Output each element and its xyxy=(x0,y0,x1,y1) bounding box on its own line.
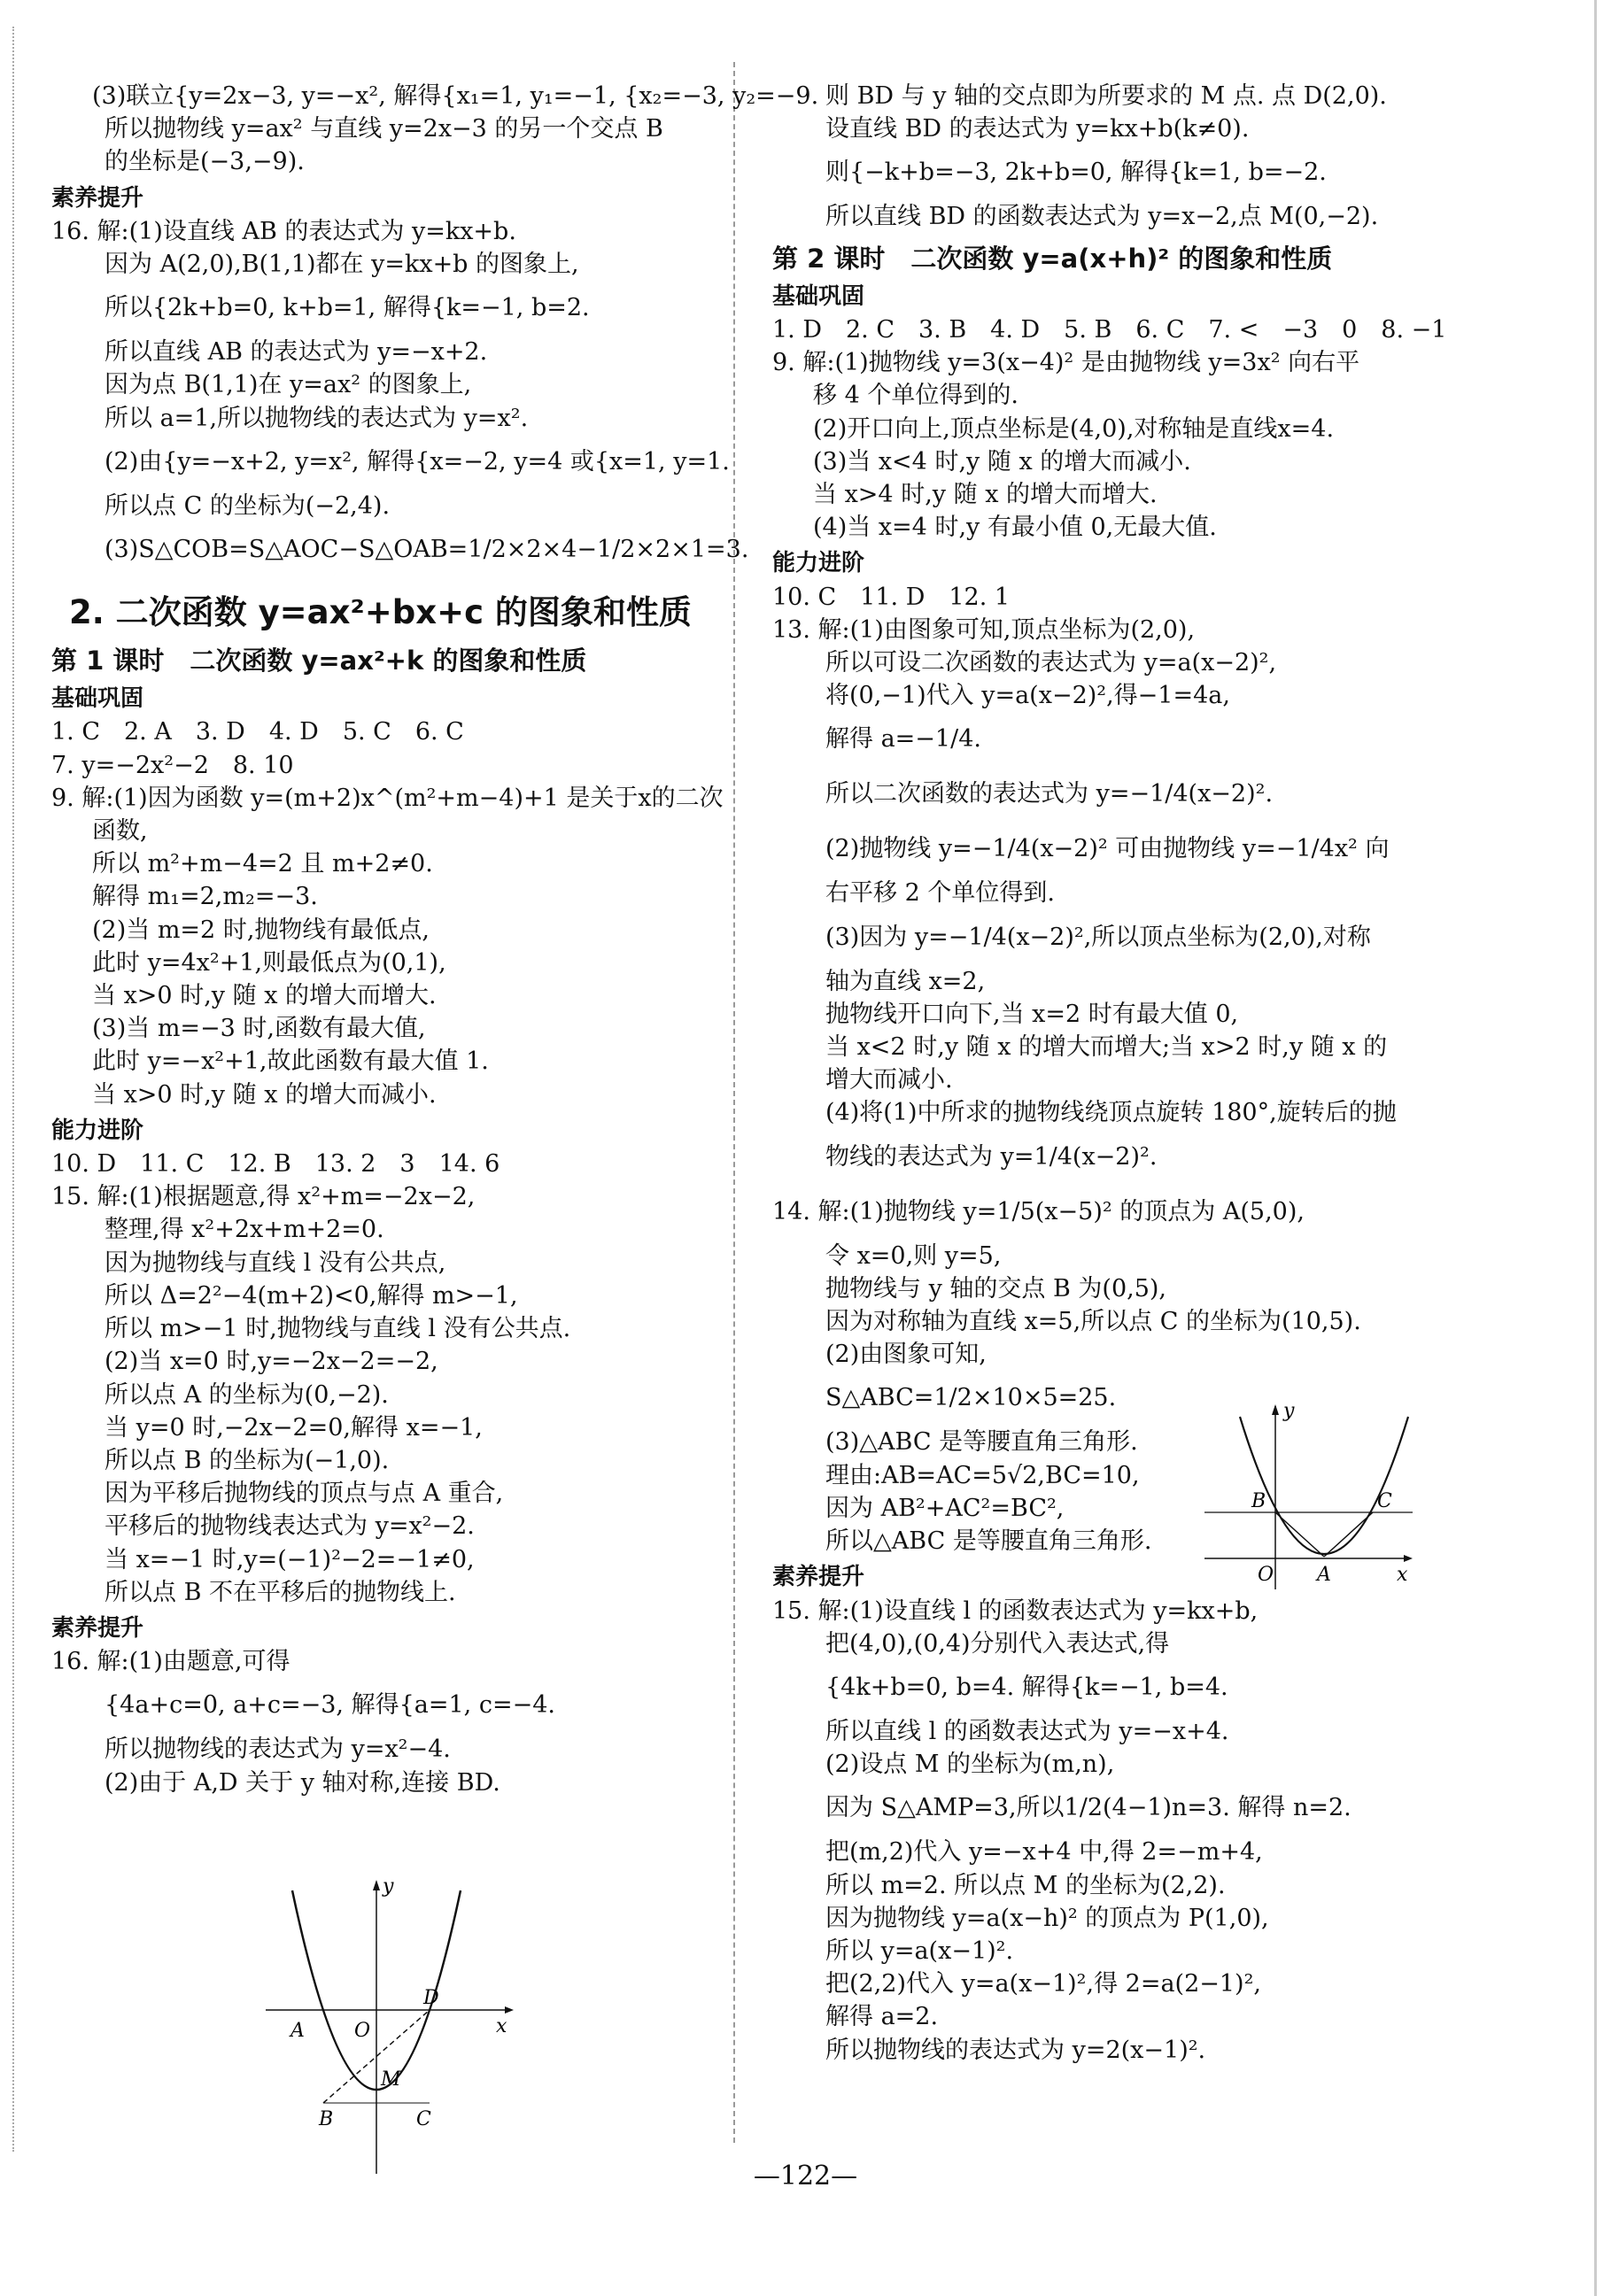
left-text-line: 因为点 B(1,1)在 y=ax² 的图象上, xyxy=(105,371,472,399)
left-text-line: 9. 解:(1)因为函数 y=(m+2)x^(m²+m−4)+1 是关于x的二次 xyxy=(51,784,724,812)
right-text-line: 增大而减小. xyxy=(825,1066,953,1094)
label-o: O xyxy=(354,2020,371,2042)
right-text-line: 理由:AB=AC=5√2,BC=10, xyxy=(825,1461,1140,1489)
left-text-line: 所以抛物线 y=ax² 与直线 y=2x−3 的另一个交点 B xyxy=(105,115,663,143)
right-text-line: 第 2 课时 二次函数 y=a(x+h)² 的图象和性质 xyxy=(772,243,1333,274)
right-text-line: 设直线 BD 的表达式为 y=kx+b(k≠0). xyxy=(825,115,1250,143)
label-a: A xyxy=(290,2020,305,2042)
left-text-line: (2)当 x=0 时,y=−2x−2=−2, xyxy=(105,1348,438,1376)
right-text-line: 当 x<2 时,y 随 x 的增大而增大;当 x>2 时,y 随 x 的 xyxy=(825,1033,1388,1062)
left-text-line: 当 x>0 时,y 随 x 的增大而减小. xyxy=(92,1080,437,1109)
label-b: B xyxy=(319,2108,334,2130)
left-column xyxy=(51,80,819,1799)
left-text-line: 16. 解:(1)由题意,可得 xyxy=(51,1648,290,1676)
left-text-line: 所以点 B 不在平移后的抛物线上. xyxy=(105,1578,456,1606)
right-text-line: 所以直线 l 的函数表达式为 y=−x+4. xyxy=(825,1717,1229,1745)
right-text-line: 令 x=0,则 y=5, xyxy=(825,1241,1002,1270)
right-text-line: (2)开口向上,顶点坐标是(4,0),对称轴是直线x=4. xyxy=(813,414,1335,443)
right-text-line: 15. 解:(1)设直线 l 的函数表达式为 y=kx+b, xyxy=(772,1596,1259,1625)
left-text-line: 素养提升 xyxy=(51,1614,144,1642)
right-text-line: (3)当 x<4 时,y 随 x 的增大而减小. xyxy=(813,447,1191,475)
left-text-line: 能力进阶 xyxy=(51,1117,144,1144)
left-text-line: 因为抛物线与直线 l 没有公共点, xyxy=(105,1248,446,1277)
label-o: O xyxy=(1258,1564,1274,1586)
label-c: C xyxy=(1377,1490,1392,1512)
left-text-line: 所以 Δ=2²−4(m+2)<0,解得 m>−1, xyxy=(105,1281,518,1310)
left-text-line: 素养提升 xyxy=(51,184,144,212)
right-text-line: 因为 AB²+AC²=BC², xyxy=(825,1494,1065,1522)
left-text-line: 因为 A(2,0),B(1,1)都在 y=kx+b 的图象上, xyxy=(105,251,579,279)
left-text-line: (3)联立{y=2x−3, y=−x², 解得{x₁=1, y₁=−1, {x₂=−3, y₂=−9. xyxy=(92,82,819,110)
left-text-line: 15. 解:(1)根据题意,得 x²+m=−2x−2, xyxy=(51,1183,476,1211)
right-text-line: 解得 a=−1/4. xyxy=(825,725,981,754)
y-axis-arrow-icon xyxy=(373,1880,380,1890)
left-text-line: 10. D 11. C 12. B 13. 2 3 14. 6 xyxy=(51,1150,500,1179)
right-text-line: 移 4 个单位得到的. xyxy=(813,382,1018,410)
left-text-line: 解得 m₁=2,m₂=−3. xyxy=(92,883,318,911)
right-text-line: 所以 m=2. 所以点 M 的坐标为(2,2). xyxy=(825,1871,1226,1899)
left-text-line: (3)S△COB=S△AOC−S△OAB=1/2×2×4−1/2×2×1=3. xyxy=(105,536,749,564)
left-text-line: 此时 y=4x²+1,则最低点为(0,1), xyxy=(92,948,446,977)
label-c: C xyxy=(416,2108,431,2130)
left-text-line: 所以抛物线的表达式为 y=x²−4. xyxy=(105,1736,451,1764)
left-text-line: 7. y=−2x²−2 8. 10 xyxy=(51,751,294,779)
left-text-line: 因为平移后抛物线的顶点与点 A 重合, xyxy=(105,1480,504,1508)
label-y: y xyxy=(383,1875,394,1898)
right-text-line: {4k+b=0, b=4. 解得{k=−1, b=4. xyxy=(825,1673,1228,1701)
right-text-line: 解得 a=2. xyxy=(825,2003,939,2031)
right-text-line: 因为抛物线 y=a(x−h)² 的顶点为 P(1,0), xyxy=(825,1904,1269,1932)
right-text-line: 右平移 2 个单位得到. xyxy=(825,879,1055,908)
left-text-line: (3)当 m=−3 时,函数有最大值, xyxy=(92,1015,426,1043)
left-text-line: 所以{2k+b=0, k+b=1, 解得{k=−1, b=2. xyxy=(105,294,590,322)
label-m: M xyxy=(381,2068,401,2091)
left-text-line: 当 x>0 时,y 随 x 的增大而增大. xyxy=(92,982,437,1010)
label-b: B xyxy=(1251,1490,1266,1512)
right-text-line: 所以 y=a(x−1)². xyxy=(825,1937,1014,1965)
left-text-line: 第 1 课时 二次函数 y=ax²+k 的图象和性质 xyxy=(51,646,587,676)
right-text-line: 物线的表达式为 y=1/4(x−2)². xyxy=(825,1142,1158,1171)
right-text-line: (4)将(1)中所求的抛物线绕顶点旋转 180°,旋转后的抛 xyxy=(825,1099,1397,1127)
segment-ab xyxy=(1275,1512,1324,1557)
right-text-line: 因为 S△AMP=3,所以1/2(4−1)n=3. 解得 n=2. xyxy=(825,1794,1352,1822)
right-text-line: 1. D 2. C 3. B 4. D 5. B 6. C 7. < −3 0 8. −1 xyxy=(772,316,1447,344)
right-text-line: 所以△ABC 是等腰直角三角形. xyxy=(825,1527,1152,1556)
y-axis-arrow-icon xyxy=(1272,1404,1279,1415)
right-text-line: (3)因为 y=−1/4(x−2)²,所以顶点坐标为(2,0),对称 xyxy=(825,923,1371,951)
right-text-line: (2)由图象可知, xyxy=(825,1341,987,1369)
right-text-line: 则{−k+b=−3, 2k+b=0, 解得{k=1, b=−2. xyxy=(825,158,1327,187)
right-text-line: 基础巩固 xyxy=(772,282,865,310)
column-divider xyxy=(733,62,735,2143)
right-text-line: 抛物线与 y 轴的交点 B 为(0,5), xyxy=(825,1274,1167,1303)
left-text-line: 16. 解:(1)设直线 AB 的表达式为 y=kx+b. xyxy=(51,217,516,245)
right-text-line: 素养提升 xyxy=(772,1564,865,1591)
right-text-line: (4)当 x=4 时,y 有最小值 0,无最大值. xyxy=(813,514,1217,542)
right-text-line: 把(2,2)代入 y=a(x−1)²,得 2=a(2−1)², xyxy=(825,1970,1261,1998)
right-text-line: 能力进阶 xyxy=(772,550,865,577)
right-text-line: 10. C 11. D 12. 1 xyxy=(772,583,1011,611)
right-text-line: 把(m,2)代入 y=−x+4 中,得 2=−m+4, xyxy=(825,1838,1263,1867)
label-a: A xyxy=(1317,1564,1331,1586)
left-text-line: (2)当 m=2 时,抛物线有最低点, xyxy=(92,916,430,944)
right-text-line: 所以抛物线的表达式为 y=2(x−1)². xyxy=(825,2036,1206,2064)
segment-ac xyxy=(1324,1512,1373,1557)
left-text-line: (2)由于 A,D 关于 y 轴对称,连接 BD. xyxy=(105,1768,500,1797)
right-text-line: (2)设点 M 的坐标为(m,n), xyxy=(825,1751,1115,1779)
figure-parabola-abc xyxy=(1200,1399,1421,1594)
right-text-line: 所以直线 BD 的函数表达式为 y=x−2,点 M(0,−2). xyxy=(825,203,1379,231)
right-text-line: 所以可设二次函数的表达式为 y=a(x−2)², xyxy=(825,649,1277,677)
left-text-line: 2. 二次函数 y=ax²+bx+c 的图象和性质 xyxy=(69,593,692,632)
right-text-line: 抛物线开口向下,当 x=2 时有最大值 0, xyxy=(825,1000,1239,1028)
right-text-line: 把(4,0),(0,4)分别代入表达式,得 xyxy=(825,1629,1170,1658)
label-d: D xyxy=(423,1987,439,2009)
right-text-line: 所以二次函数的表达式为 y=−1/4(x−2)². xyxy=(825,780,1274,808)
left-text-line: 所以 m²+m−4=2 且 m+2≠0. xyxy=(92,850,433,878)
right-column xyxy=(772,80,1447,2067)
right-text-line: 14. 解:(1)抛物线 y=1/5(x−5)² 的顶点为 A(5,0), xyxy=(772,1197,1305,1225)
left-text-line: 函数, xyxy=(92,817,148,846)
left-text-line: {4a+c=0, a+c=−3, 解得{a=1, c=−4. xyxy=(105,1691,555,1720)
left-text-line: 当 y=0 时,−2x−2=0,解得 x=−1, xyxy=(105,1413,483,1442)
right-text-line: (3)△ABC 是等腰直角三角形. xyxy=(825,1428,1138,1457)
right-text-line: 则 BD 与 y 轴的交点即为所要求的 M 点. 点 D(2,0). xyxy=(825,82,1387,110)
x-axis-arrow-icon xyxy=(505,2006,514,2014)
left-text-line: 基础巩固 xyxy=(51,685,144,713)
right-text-line: S△ABC=1/2×10×5=25. xyxy=(825,1384,1117,1412)
right-text-line: 9. 解:(1)抛物线 y=3(x−4)² 是由抛物线 y=3x² 向右平 xyxy=(772,349,1360,377)
x-axis-arrow-icon xyxy=(1404,1555,1413,1562)
left-text-line: 平移后的抛物线表达式为 y=x²−2. xyxy=(105,1512,475,1541)
left-text-line: 的坐标是(−3,−9). xyxy=(105,148,305,176)
left-text-line: 所以点 B 的坐标为(−1,0). xyxy=(105,1446,390,1474)
left-text-line: 所以点 C 的坐标为(−2,4). xyxy=(105,491,391,520)
right-text-line: 将(0,−1)代入 y=a(x−2)²,得−1=4a, xyxy=(825,682,1230,710)
left-text-line: (2)由{y=−x+2, y=x², 解得{x=−2, y=4 或{x=1, y=1. xyxy=(105,447,730,475)
left-text-line: 1. C 2. A 3. D 4. D 5. C 6. C xyxy=(51,718,464,746)
right-text-line: (2)抛物线 y=−1/4(x−2)² 可由抛物线 y=−1/4x² 向 xyxy=(825,835,1390,863)
page-number: —122— xyxy=(753,2161,858,2192)
left-text-line: 所以 a=1,所以抛物线的表达式为 y=x². xyxy=(105,404,529,432)
left-text-line: 所以直线 AB 的表达式为 y=−x+2. xyxy=(105,338,488,367)
right-text-line: 当 x>4 时,y 随 x 的增大而增大. xyxy=(813,481,1158,509)
left-text-line: 此时 y=−x²+1,故此函数有最大值 1. xyxy=(92,1048,489,1076)
figure-parabola-bd xyxy=(266,1873,531,2174)
left-text-line: 当 x=−1 时,y=(−1)²−2=−1≠0, xyxy=(105,1545,475,1573)
left-margin-rule xyxy=(12,27,14,2152)
right-text-line: 轴为直线 x=2, xyxy=(825,967,986,995)
left-text-line: 所以点 A 的坐标为(0,−2). xyxy=(105,1380,389,1409)
parabola-curve xyxy=(1240,1417,1408,1554)
label-x: x xyxy=(1397,1564,1408,1586)
left-text-line: 整理,得 x²+2x+m+2=0. xyxy=(105,1216,384,1244)
label-y: y xyxy=(1283,1400,1295,1422)
right-margin-rule xyxy=(1594,0,1597,2296)
left-text-line: 所以 m>−1 时,抛物线与直线 l 没有公共点. xyxy=(105,1315,571,1343)
right-text-line: 13. 解:(1)由图象可知,顶点坐标为(2,0), xyxy=(772,615,1196,644)
right-text-line: 因为对称轴为直线 x=5,所以点 C 的坐标为(10,5). xyxy=(825,1308,1361,1336)
label-x: x xyxy=(496,2015,507,2037)
